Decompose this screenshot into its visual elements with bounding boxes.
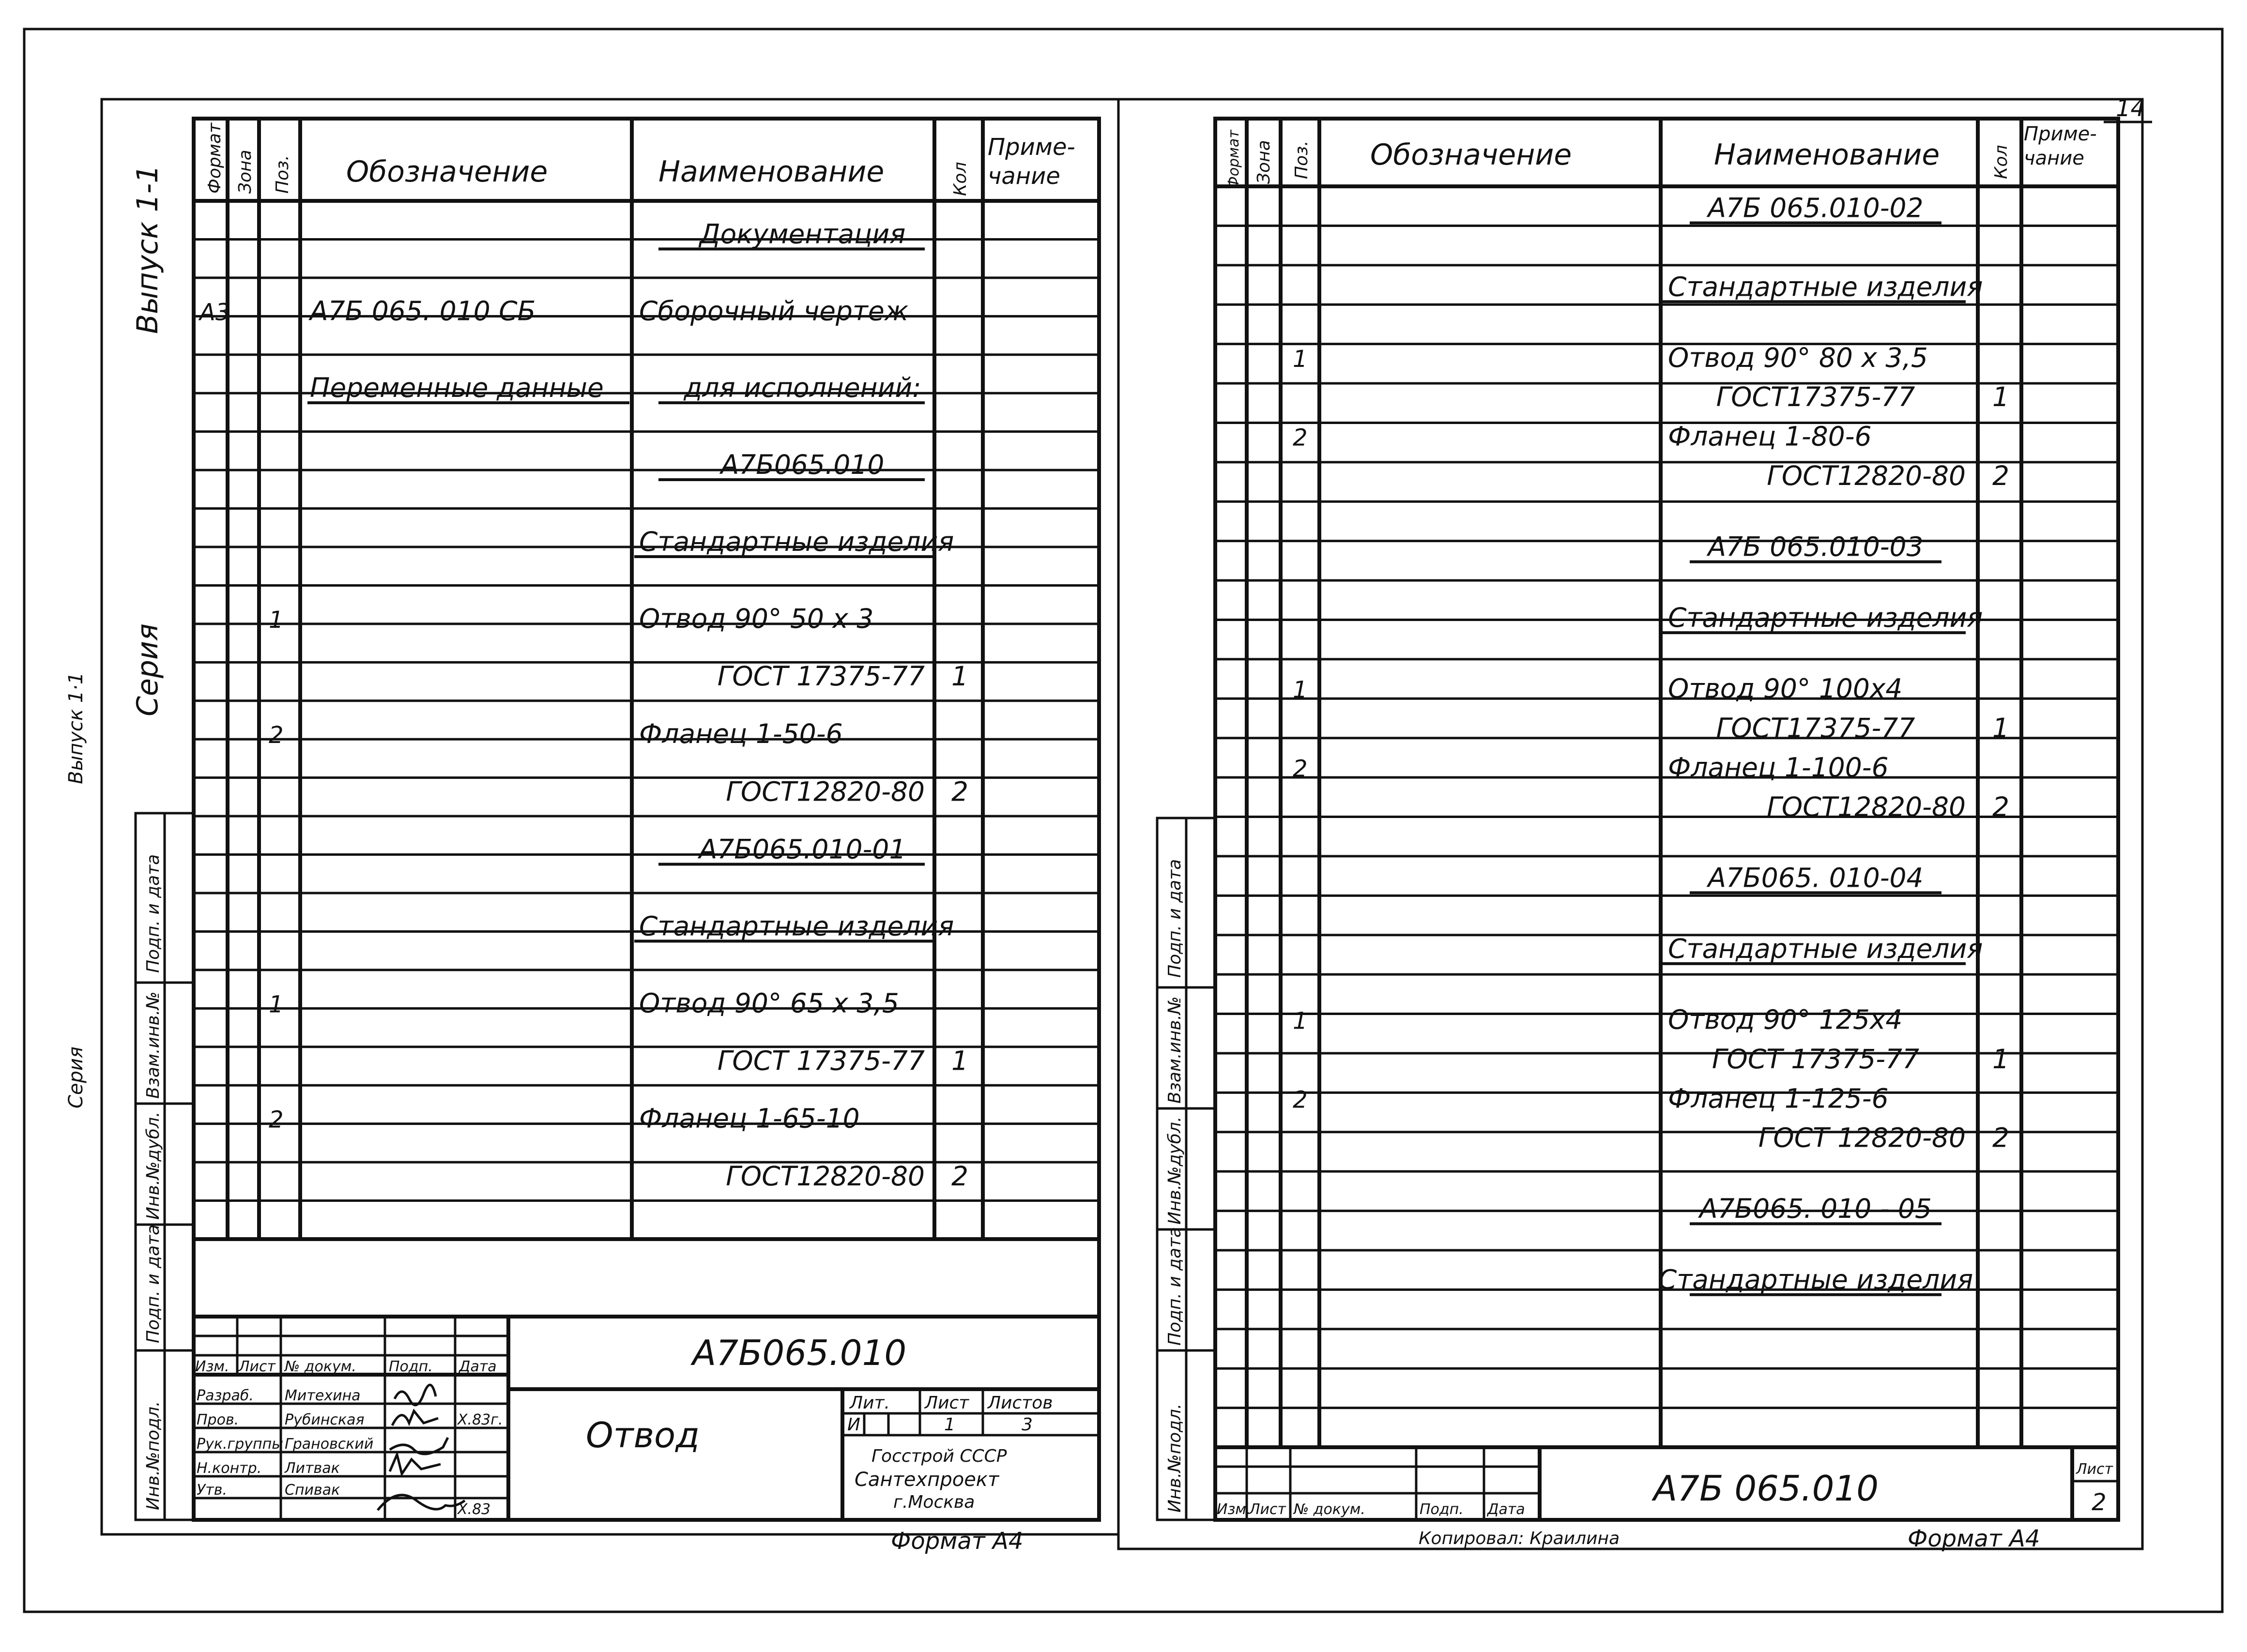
left-org-line-3: г.Москва [893,1492,975,1512]
left-doc-title: Отвод [586,1415,700,1455]
right-tb-col-date: Дата [1487,1501,1525,1518]
right-spec-row [1661,933,1983,964]
row-quantity: 2 [1992,791,2009,822]
right-spec-row [1661,271,1983,302]
left-tb-date-2: X.83г. [458,1411,503,1428]
row-quantity: 2 [951,1160,968,1192]
row-name: Фланец 1-65-10 [639,1103,860,1134]
stamp-label-4: Подп. и дата [143,1224,163,1343]
left-spec-row [726,776,968,807]
left-sheet-value: 1 [944,1415,955,1435]
left-spec-row [658,218,925,249]
right-spec-row [1293,1083,1889,1114]
left-tb-date-5: X.83 [458,1501,491,1518]
row-position: 2 [1293,424,1308,452]
row-position: 1 [1293,676,1308,704]
row-name: ГОСТ12820-80 [726,1160,925,1192]
r-stamp-label-5: Инв.№подл. [1165,1403,1185,1513]
left-spec-row [269,987,899,1018]
row-name: ГОСТ 12820-80 [1758,1122,1966,1153]
row-name: Фланец 1-125-6 [1668,1083,1889,1114]
row-name: А7Б065. 010 - 05 [1699,1193,1932,1225]
right-header-note: Приме- [2024,123,2097,145]
page-number: 14 [2116,95,2146,122]
left-header-qty: Кол [950,162,970,196]
left-org-line-2: Сантехпроект [855,1469,999,1491]
right-sheet-value: 2 [2092,1489,2107,1516]
row-name: ГОСТ17375-77 [1716,712,1915,744]
left-tb-name-4: Литвак [285,1460,340,1477]
right-header-qty: Кол [1991,145,2011,179]
left-header-format: Формат [205,122,225,194]
copied-by: Копировал: Краилина [1419,1529,1620,1548]
right-header-format: Формат [1225,130,1242,189]
inner-series-label: Серия [131,623,165,716]
left-spec-row [634,910,954,941]
left-tb-name-5: Спивак [285,1482,340,1499]
left-tb-role-2: Пров. [197,1411,239,1428]
row-name: ГОСТ12820-80 [1767,791,1966,822]
row-name: Стандартные изделия [639,910,954,942]
row-quantity: 2 [1992,460,2009,492]
left-header-pos: Поз. [273,155,292,194]
row-name: Стандартные изделия [1668,271,1983,303]
right-header-name: Наименование [1714,138,1940,172]
row-quantity: 1 [951,661,968,692]
stamp-label-5: Инв.№подл. [143,1401,163,1510]
row-name: А7Б 065.010-03 [1708,531,1924,562]
left-header-zone: Зона [235,150,255,194]
row-position: 1 [1293,345,1308,373]
right-header-note-2: чание [2024,147,2084,169]
left-inner-frame [194,119,1099,1520]
left-spec-row [307,372,925,403]
left-spec-row [269,1103,860,1134]
row-name: Стандартные изделия [1668,933,1983,964]
row-name: ГОСТ 17375-77 [1712,1043,1920,1075]
signature-1 [395,1385,436,1405]
row-name: Стандартные изделия [1668,602,1983,634]
left-tb-col-docnum: № докум. [285,1358,356,1375]
left-tb-role-1: Разраб. [197,1387,254,1404]
left-format-label: Формат А4 [891,1528,1024,1555]
left-tb-col-sign: Подп. [389,1358,433,1375]
r-stamp-label-4: Подп. и дата [1165,1227,1185,1346]
right-spec-row [1690,862,1941,893]
left-header-designation: Обозначение [346,155,548,189]
right-tb-col-sign: Подп. [1420,1501,1464,1518]
right-side-stamp [1157,818,1215,1520]
left-tb-name-1: Митехина [285,1387,361,1404]
left-spec-row [658,449,925,480]
row-name: Стандартные изделия [1658,1264,1973,1295]
r-stamp-label-2: Взам.инв.№ [1165,996,1185,1104]
right-doc-number: А7Б 065.010 [1653,1468,1879,1509]
right-tb-col-izm: Изм. [1217,1501,1251,1518]
row-name: А7Б065.010 [720,449,885,481]
right-spec-rows [1293,192,2009,1295]
right-spec-grid [1215,119,2118,1447]
row-position: 1 [269,991,284,1018]
left-tb-col-date: Дата [459,1358,497,1375]
row-name: Фланец 1-100-6 [1668,752,1889,783]
inner-issue-label: Выпуск 1-1 [131,165,165,334]
row-quantity: 2 [1992,1122,2009,1153]
right-inner-frame [1215,119,2118,1520]
row-name: Сборочный чертеж [639,295,909,327]
row-name: Фланец 1-80-6 [1668,421,1872,452]
row-name: Отвод 90° 80 х 3,5 [1668,342,1928,373]
left-spec-row [269,603,873,634]
row-quantity: 1 [951,1045,968,1076]
left-spec-row [634,526,954,557]
right-spec-row [1658,1264,1973,1295]
left-doc-number: А7Б065.010 [692,1333,907,1373]
left-spec-row [718,661,968,692]
row-name: для исполнений: [684,372,921,404]
right-tb-col-list: Лист [1249,1501,1286,1518]
row-name: ГОСТ17375-77 [1716,381,1915,413]
left-side-stamp [136,813,194,1520]
left-lit-value: И [847,1415,860,1435]
right-spec-row [1293,342,1928,373]
right-spec-row [1690,192,1941,223]
right-spec-row [1758,1122,2009,1153]
left-sheet [102,99,1118,1555]
right-header-designation: Обозначение [1370,138,1572,172]
stamp-label-1: Подп. и дата [143,854,163,973]
left-tb-name-3: Грановский [285,1436,374,1453]
left-tb-name-2: Рубинская [285,1411,365,1428]
right-header-pos: Поз. [1292,140,1312,179]
left-tb-role-5: Утв. [197,1482,227,1499]
outer-series-label: Серия [65,1046,87,1108]
row-position: 1 [1293,1007,1308,1035]
right-spec-row [1661,602,1983,633]
r-stamp-label-3: Инв.№дубл. [1165,1116,1185,1225]
right-spec-row [1716,381,2009,412]
row-name: Стандартные изделия [639,526,954,557]
stamp-label-3: Инв.№дубл. [143,1111,163,1220]
row-position: 1 [269,606,284,634]
right-sheet-label: Лист [2076,1461,2113,1478]
left-spec-row [269,718,843,749]
row-quantity: 1 [1992,1043,2009,1075]
row-name: ГОСТ 17375-77 [717,661,925,692]
row-name: ГОСТ 17375-77 [717,1045,925,1076]
right-sheet [1118,99,2142,1552]
left-tb-col-izm: Изм. [195,1358,229,1375]
left-sheet-label: Лист [925,1393,969,1413]
left-header-note: Приме- [988,134,1075,161]
left-org-line-1: Госстрой СССР [871,1446,1007,1466]
stamp-label-2: Взам.инв.№ [143,991,163,1099]
row-name: Отвод 90° 65 х 3,5 [639,987,899,1019]
left-spec-row [658,834,925,865]
row-position: 2 [1293,755,1308,783]
left-title-block [194,1317,1099,1520]
row-position: 2 [269,722,284,749]
left-tb-col-list: Лист [239,1358,276,1375]
row-designation: А7Б 065. 010 СБ [310,295,536,327]
left-spec-row [726,1161,968,1192]
r-stamp-label-1: Подп. и дата [1165,859,1185,978]
left-sheets-label: Листов [988,1393,1053,1413]
left-sheets-value: 3 [1022,1415,1033,1435]
row-quantity: 1 [1992,712,2009,744]
right-outer-frame [1118,99,2142,1549]
signature-4 [390,1455,441,1474]
right-spec-row [1690,531,1941,562]
right-spec-row [1712,1044,2009,1075]
right-header-zone: Зона [1254,140,1274,184]
left-lit-label: Лит. [850,1393,890,1413]
row-quantity: 2 [951,776,968,807]
left-header-name: Наименование [658,155,885,189]
outer-issue-label: Выпуск 1·1 [65,672,87,784]
right-tb-col-docnum: № докум. [1294,1501,1365,1518]
row-name: Отвод 90° 50 х 3 [639,603,874,634]
row-name: ГОСТ12820-80 [1767,460,1966,492]
right-format-label: Формат А4 [1908,1525,2040,1552]
row-name: Отвод 90° 125х4 [1668,1004,1903,1035]
left-tb-role-3: Рук.группы [197,1436,283,1453]
right-title-block [1215,1447,2118,1520]
row-name: Документация [699,218,906,250]
right-spec-row [1293,421,1872,452]
row-position: 2 [269,1106,284,1134]
left-spec-row [718,1045,968,1076]
right-spec-row [1690,1193,1941,1224]
row-name: А7Б065. 010-04 [1708,862,1924,894]
row-name: А7Б 065.010-02 [1708,192,1924,224]
left-header-note-2: чание [988,163,1060,190]
row-position: 2 [1293,1086,1308,1114]
row-name: ГОСТ12820-80 [726,776,925,807]
row-name: А7Б065.010-01 [699,834,906,865]
signature-2 [392,1411,438,1425]
row-name: Фланец 1-50-6 [639,718,843,750]
right-spec-row [1767,460,2009,491]
row-quantity: 1 [1992,381,2009,413]
right-spec-row [1293,1004,1902,1035]
left-tb-role-4: Н.контр. [197,1460,262,1477]
row-name: Отвод 90° 100х4 [1668,673,1903,704]
row-format: А3 [199,299,230,326]
left-spec-row [198,295,909,326]
row-designation: Переменные данные [310,372,604,404]
left-spec-rows [198,218,968,1191]
